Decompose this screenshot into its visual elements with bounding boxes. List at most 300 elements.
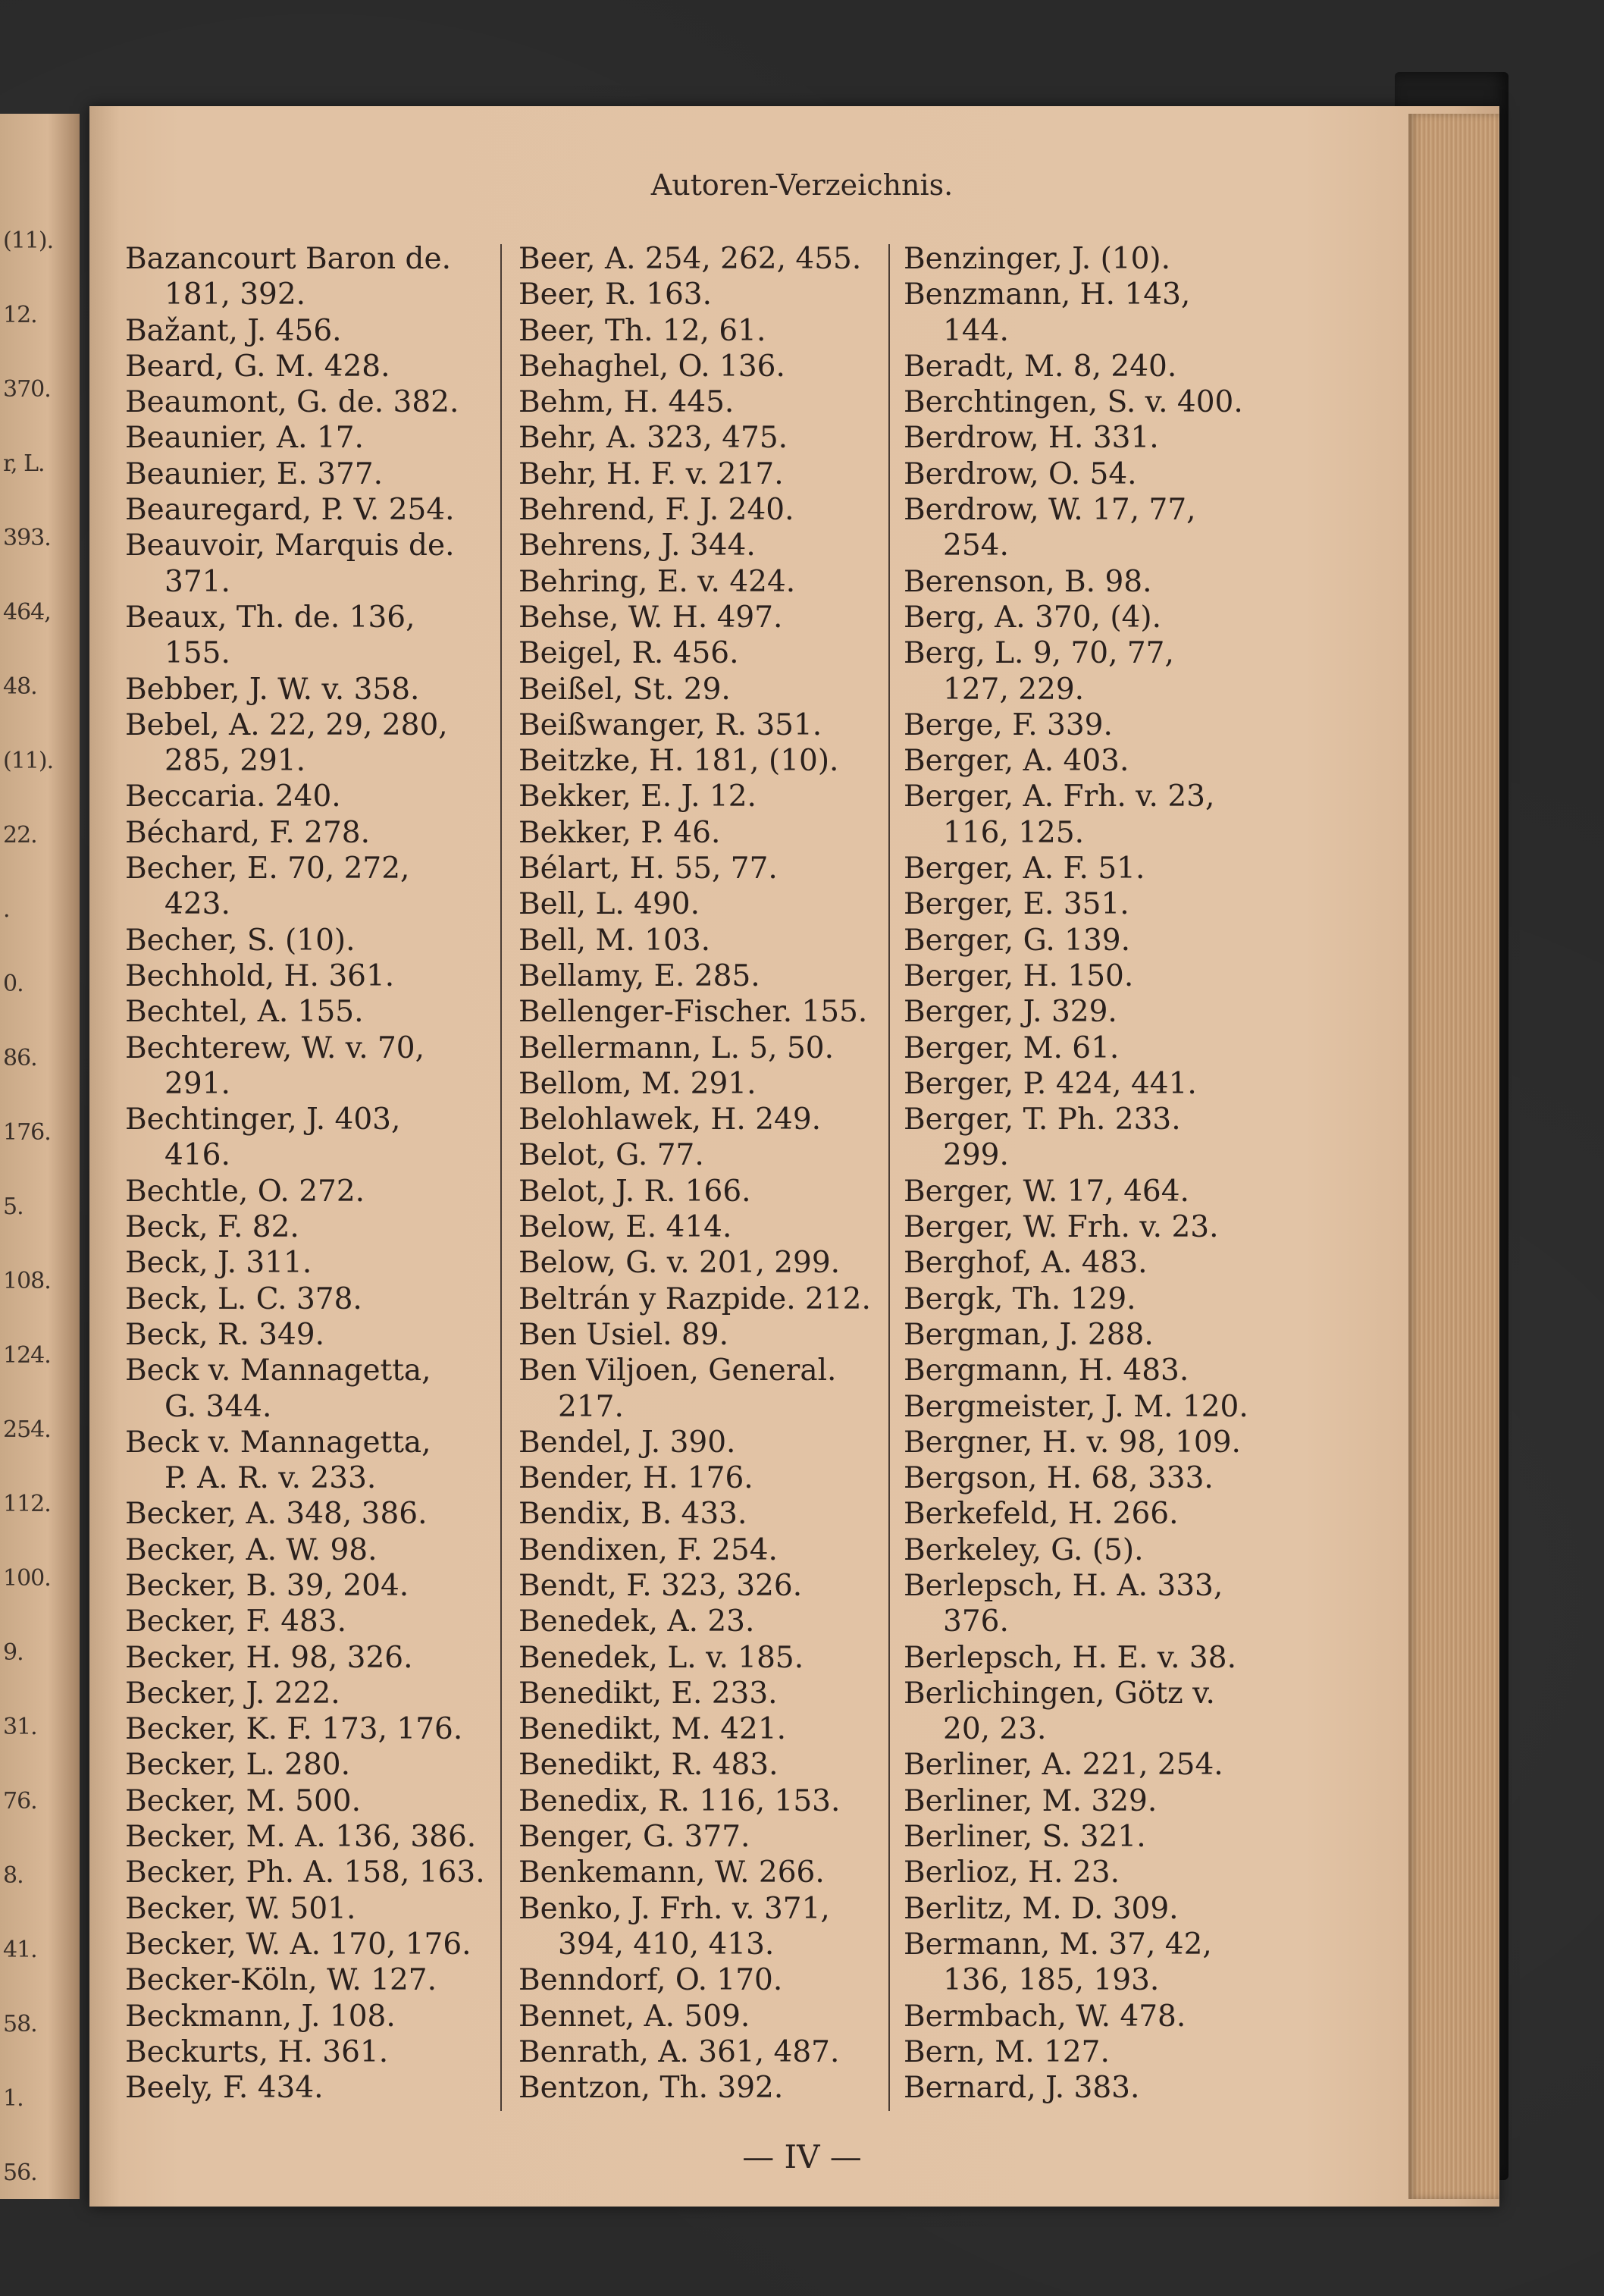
index-entry-text: Benger, G. 377. xyxy=(518,1820,750,1855)
index-entry-text: Berger, E. 351. xyxy=(904,887,1129,922)
index-entry-text: Beigel, R. 456. xyxy=(518,636,739,671)
index-entry-text: Berg, L. 9, 70, 77, xyxy=(904,636,1174,671)
previous-page-fragment: 108. xyxy=(3,1268,51,1294)
index-entry xyxy=(125,851,489,923)
previous-page-fragment: . xyxy=(3,896,10,923)
index-entry xyxy=(125,600,489,672)
index-entry xyxy=(125,1281,489,1317)
index-entry-text: Behrend, F. J. 240. xyxy=(518,493,794,528)
index-entry xyxy=(125,456,489,492)
index-entry-text: Berger, W. Frh. v. 23. xyxy=(904,1210,1219,1245)
index-entry-text: Bergmeister, J. M. 120. xyxy=(904,1389,1248,1424)
index-entry-text: Bechtle, O. 272. xyxy=(125,1174,365,1209)
index-entry-text: Beradt, M. 8, 240. xyxy=(904,349,1177,384)
index-entry-text: Belot, J. R. 166. xyxy=(518,1174,751,1209)
index-entry xyxy=(125,958,489,994)
index-column-1 xyxy=(125,241,489,2106)
index-entry xyxy=(518,2070,882,2106)
previous-page-fragment: 100. xyxy=(3,1565,51,1592)
index-entry xyxy=(904,1209,1267,1245)
index-entry-text: Bekker, P. 46. xyxy=(518,815,721,850)
previous-page-fragment: 22. xyxy=(3,822,37,848)
index-entry-text: Bendt, F. 323, 326. xyxy=(518,1568,803,1603)
index-entry xyxy=(904,1891,1267,1927)
index-entry xyxy=(518,456,882,492)
index-entry-text: Beckurts, H. 361. xyxy=(125,2034,389,2069)
index-entry-text: Berliner, A. 221, 254. xyxy=(904,1748,1223,1783)
index-entry xyxy=(904,1783,1267,1819)
previous-page-fragment: 8. xyxy=(3,1862,23,1889)
previous-page-fragment: r, L. xyxy=(3,450,45,477)
index-entry-text: Becker, K. F. 173, 176. xyxy=(125,1712,463,1747)
index-entry-continuation: G. 344. xyxy=(164,1389,272,1424)
index-entry xyxy=(518,241,882,277)
previous-page-fragment: 112. xyxy=(3,1491,51,1517)
index-entry xyxy=(518,1245,882,1281)
index-entry xyxy=(518,492,882,528)
index-entry-text: Benedek, L. v. 185. xyxy=(518,1640,804,1675)
index-entry xyxy=(125,1783,489,1819)
index-entry-continuation: 285, 291. xyxy=(164,744,306,779)
index-entry xyxy=(518,707,882,743)
index-entry xyxy=(518,1425,882,1460)
index-entry-text: Berger, A. 403. xyxy=(904,744,1129,779)
page-stack-edge xyxy=(1408,114,1499,2199)
previous-page-fragment: (11). xyxy=(3,227,54,254)
index-entry-text: Berger, H. 150. xyxy=(904,958,1134,993)
index-entry-text: Becker, W. 501. xyxy=(125,1891,356,1926)
index-entry xyxy=(518,528,882,563)
index-entry xyxy=(904,1855,1267,1890)
index-entry-text: Berger, J. 329. xyxy=(904,995,1117,1030)
index-entry-text: Bechtel, A. 155. xyxy=(125,995,364,1030)
index-entry-text: Bermann, M. 37, 42, xyxy=(904,1927,1212,1962)
index-entry-text: Beck, R. 349. xyxy=(125,1317,325,1352)
index-entry-text: Berdrow, H. 331. xyxy=(904,421,1159,456)
index-entry-text: Beißel, St. 29. xyxy=(518,672,731,707)
index-entry-text: Becker, F. 483. xyxy=(125,1604,347,1639)
index-entry-text: Bermbach, W. 478. xyxy=(904,1999,1186,2034)
index-entry xyxy=(518,1496,882,1532)
index-entry xyxy=(125,1640,489,1676)
index-entry-text: Bern, M. 127. xyxy=(904,2034,1110,2069)
index-entry xyxy=(125,1676,489,1711)
index-entry-text: Behring, E. v. 424. xyxy=(518,564,796,599)
previous-page-fragment: 5. xyxy=(3,1193,23,1220)
index-entry-text: Berliner, S. 321. xyxy=(904,1820,1146,1855)
index-entry-text: Berliner, M. 329. xyxy=(904,1783,1158,1818)
previous-page-fragment: 58. xyxy=(3,2011,37,2037)
index-entry-text: Berlepsch, H. A. 333, xyxy=(904,1568,1223,1603)
index-entry-text: Becker, J. 222. xyxy=(125,1676,340,1711)
index-entry-text: Becher, S. (10). xyxy=(125,923,356,958)
index-entry xyxy=(125,815,489,851)
index-entry-text: Becker, B. 39, 204. xyxy=(125,1568,409,1603)
index-entry-text: Beckmann, J. 108. xyxy=(125,1999,396,2034)
index-entry-text: Benedikt, E. 233. xyxy=(518,1676,778,1711)
index-entry xyxy=(518,1604,882,1639)
index-entry xyxy=(904,1568,1267,1640)
index-entry-continuation: 116, 125. xyxy=(943,815,1085,850)
index-entry-text: Berlitz, M. D. 309. xyxy=(904,1891,1179,1926)
index-entry xyxy=(904,456,1267,492)
index-entry xyxy=(904,1927,1267,1999)
index-entry-text: Belohlawek, H. 249. xyxy=(518,1103,822,1137)
index-entry xyxy=(904,1999,1267,2034)
index-entry-text: Beccaria. 240. xyxy=(125,779,341,814)
index-entry xyxy=(904,635,1267,707)
index-entry xyxy=(518,1460,882,1496)
index-entry-text: Bergner, H. v. 98, 109. xyxy=(904,1425,1241,1460)
index-entry-text: Benrath, A. 361, 487. xyxy=(518,2034,840,2069)
index-entry xyxy=(518,743,882,779)
index-entry xyxy=(518,1281,882,1317)
index-entry xyxy=(125,1317,489,1353)
index-entry xyxy=(904,1317,1267,1353)
index-entry-text: Beck, L. C. 378. xyxy=(125,1281,362,1316)
index-entry-continuation: 299. xyxy=(943,1138,1009,1173)
index-entry-text: Berge, F. 339. xyxy=(904,707,1113,742)
index-entry-text: Becker, A. 348, 386. xyxy=(125,1497,428,1532)
index-entry-continuation: 136, 185, 193. xyxy=(943,1963,1160,1998)
index-entry-text: Bender, H. 176. xyxy=(518,1461,753,1496)
index-entry xyxy=(518,1819,882,1855)
index-entry-text: Bergson, H. 68, 333. xyxy=(904,1461,1214,1496)
index-entry xyxy=(904,1532,1267,1568)
index-entry xyxy=(904,2070,1267,2106)
index-entry-text: Below, G. v. 201, 299. xyxy=(518,1246,841,1281)
index-entry xyxy=(904,1496,1267,1532)
index-entry-text: Benedix, R. 116, 153. xyxy=(518,1783,841,1818)
index-entry-text: Becker, L. 280. xyxy=(125,1748,350,1783)
index-entry-text: Benzmann, H. 143, xyxy=(904,278,1191,312)
index-entry-text: Beaunier, E. 377. xyxy=(125,456,384,491)
index-entry-text: Berkefeld, H. 266. xyxy=(904,1497,1179,1532)
previous-page-fragment: 0. xyxy=(3,971,23,997)
index-entry-text: Beitzke, H. 181, (10). xyxy=(518,744,839,779)
index-entry-text: Behm, H. 445. xyxy=(518,385,735,420)
index-entry-text: Benko, J. Frh. v. 371, xyxy=(518,1891,830,1926)
index-entry xyxy=(518,564,882,600)
index-entry-text: Beißwanger, R. 351. xyxy=(518,707,822,742)
previous-page-fragment: 124. xyxy=(3,1342,51,1369)
previous-page-fragment: 393. xyxy=(3,525,51,551)
previous-page-fragment: (11). xyxy=(3,748,54,774)
index-entry-text: Beaunier, A. 17. xyxy=(125,421,364,456)
index-entry-text: Beltrán y Razpide. 212. xyxy=(518,1281,871,1316)
index-entry-text: Beck, J. 311. xyxy=(125,1246,312,1281)
index-entry-text: Behrens, J. 344. xyxy=(518,529,756,563)
index-entry-text: Beck v. Mannagetta, xyxy=(125,1425,431,1460)
index-entry-text: Bell, L. 490. xyxy=(518,887,700,922)
index-entry-continuation: 376. xyxy=(943,1604,1009,1639)
index-entry-text: Beer, A. 254, 262, 455. xyxy=(518,242,862,276)
index-entry xyxy=(518,1747,882,1783)
index-entry-text: Becker, W. A. 170, 176. xyxy=(125,1927,471,1962)
index-entry xyxy=(904,1819,1267,1855)
index-entry-text: Benedikt, M. 421. xyxy=(518,1712,787,1747)
index-entry-text: Beauvoir, Marquis de. xyxy=(125,529,455,563)
index-entry xyxy=(904,707,1267,743)
index-entry xyxy=(125,1425,489,1497)
index-entry-text: Becker-Köln, W. 127. xyxy=(125,1963,437,1998)
previous-page-fragment: 48. xyxy=(3,673,37,700)
previous-page-fragment: 41. xyxy=(3,1937,37,1963)
index-entry xyxy=(904,1281,1267,1317)
index-entry xyxy=(518,1317,882,1353)
page-header: Autoren-Verzeichnis. xyxy=(650,168,954,202)
index-entry-text: Bendixen, F. 254. xyxy=(518,1532,778,1567)
index-entry xyxy=(904,241,1267,277)
index-entry-text: Bažant, J. 456. xyxy=(125,313,342,348)
index-column-3 xyxy=(904,241,1267,2106)
index-entry-text: Beck v. Mannagetta, xyxy=(125,1353,431,1388)
index-entry xyxy=(518,1783,882,1819)
index-entry-text: Bechterew, W. v. 70, xyxy=(125,1030,425,1065)
index-entry xyxy=(125,384,489,420)
index-entry xyxy=(125,779,489,814)
index-entry-text: Bellom, M. 291. xyxy=(518,1066,757,1101)
index-entry-text: Behaghel, O. 136. xyxy=(518,349,785,384)
index-entry xyxy=(125,707,489,779)
index-entry xyxy=(125,1496,489,1532)
index-entry-continuation: 291. xyxy=(164,1066,230,1101)
column-rule-2 xyxy=(888,244,890,2111)
index-entry xyxy=(518,1711,882,1747)
previous-page-fragment: 56. xyxy=(3,2160,37,2186)
index-entry xyxy=(904,1747,1267,1783)
index-entry xyxy=(904,1066,1267,1102)
index-entry xyxy=(904,600,1267,635)
index-entry xyxy=(125,420,489,456)
index-entry-continuation: 20, 23. xyxy=(943,1712,1047,1747)
index-entry-text: Bergman, J. 288. xyxy=(904,1317,1154,1352)
index-entry-text: Bernard, J. 383. xyxy=(904,2071,1140,2106)
index-entry xyxy=(125,1747,489,1783)
index-entry xyxy=(904,349,1267,384)
index-entry xyxy=(904,886,1267,922)
index-entry-text: Bélart, H. 55, 77. xyxy=(518,852,778,886)
index-entry xyxy=(518,1568,882,1604)
index-entry xyxy=(518,1676,882,1711)
index-entry-continuation: 127, 229. xyxy=(943,672,1085,707)
index-entry-text: Bebel, A. 22, 29, 280, xyxy=(125,707,448,742)
index-entry-text: Beer, Th. 12, 61. xyxy=(518,313,766,348)
index-entry-continuation: 371. xyxy=(164,564,230,599)
index-entry-text: Berger, T. Ph. 233. xyxy=(904,1103,1181,1137)
index-entry-text: Behse, W. H. 497. xyxy=(518,600,783,635)
index-entry xyxy=(125,1568,489,1604)
index-entry xyxy=(518,2034,882,2070)
index-entry xyxy=(125,1962,489,1998)
index-entry xyxy=(125,1891,489,1927)
index-entry xyxy=(518,349,882,384)
index-entry-continuation: 254. xyxy=(943,529,1009,563)
index-entry-text: Beard, G. M. 428. xyxy=(125,349,390,384)
index-entry-text: Beauregard, P. V. 254. xyxy=(125,493,455,528)
index-entry xyxy=(125,2070,489,2106)
index-entry xyxy=(125,1102,489,1174)
index-entry xyxy=(125,1999,489,2034)
index-entry-text: Béchard, F. 278. xyxy=(125,815,370,850)
index-entry-text: Beely, F. 434. xyxy=(125,2071,324,2106)
index-entry-text: Berg, A. 370, (4). xyxy=(904,600,1161,635)
index-entry xyxy=(904,851,1267,886)
index-entry xyxy=(904,1425,1267,1460)
index-entry xyxy=(904,420,1267,456)
index-entry xyxy=(904,1640,1267,1676)
index-entry xyxy=(904,994,1267,1030)
index-entry-continuation: 416. xyxy=(164,1138,230,1173)
page-number: — IV — xyxy=(742,2138,862,2175)
previous-page-fragment: 464, xyxy=(3,599,51,626)
previous-page-fragment: 1. xyxy=(3,2085,23,2112)
index-entry xyxy=(518,1102,882,1137)
previous-page-fragment: 254. xyxy=(3,1416,51,1443)
index-entry-continuation: 394, 410, 413. xyxy=(558,1927,775,1962)
index-entry xyxy=(904,2034,1267,2070)
index-entry xyxy=(125,241,489,313)
index-entry-text: Behr, A. 323, 475. xyxy=(518,421,788,456)
index-entry-continuation: 181, 392. xyxy=(164,278,306,312)
index-entry xyxy=(518,1999,882,2034)
index-entry xyxy=(518,600,882,635)
index-entry xyxy=(518,1855,882,1890)
index-entry-text: Becker, M. A. 136, 386. xyxy=(125,1820,477,1855)
index-entry xyxy=(125,1604,489,1639)
column-rule-1 xyxy=(500,244,502,2111)
index-entry-text: Bendel, J. 390. xyxy=(518,1425,736,1460)
index-entry xyxy=(904,1030,1267,1066)
index-entry xyxy=(904,1389,1267,1425)
previous-page-strip xyxy=(0,114,80,2199)
index-entry-text: Berenson, B. 98. xyxy=(904,564,1152,599)
index-entry xyxy=(518,313,882,349)
index-entry-continuation: 423. xyxy=(164,887,230,922)
index-entry xyxy=(518,851,882,886)
index-entry-text: Becker, A. W. 98. xyxy=(125,1532,378,1567)
index-entry-text: Beck, F. 82. xyxy=(125,1210,299,1245)
index-entry-text: Berchtingen, S. v. 400. xyxy=(904,385,1243,420)
index-entry xyxy=(518,672,882,707)
index-entry xyxy=(125,1174,489,1209)
previous-page-fragment: 76. xyxy=(3,1788,37,1815)
index-entry xyxy=(125,349,489,384)
index-entry-text: Bebber, J. W. v. 358. xyxy=(125,672,420,707)
index-entry-text: Bennet, A. 509. xyxy=(518,1999,750,2034)
index-entry xyxy=(518,420,882,456)
index-entry-text: Benzinger, J. (10). xyxy=(904,242,1171,276)
index-entry xyxy=(125,923,489,958)
index-entry xyxy=(904,1676,1267,1748)
index-entry-text: Beer, R. 163. xyxy=(518,278,712,312)
index-entry-text: Berger, M. 61. xyxy=(904,1030,1120,1065)
index-entry-text: Berlepsch, H. E. v. 38. xyxy=(904,1640,1236,1675)
index-entry xyxy=(904,1102,1267,1174)
index-entry-text: Bekker, E. J. 12. xyxy=(518,779,757,814)
index-entry xyxy=(125,1245,489,1281)
index-entry xyxy=(125,1209,489,1245)
index-entry-continuation: 217. xyxy=(558,1389,624,1424)
index-entry-text: Benedikt, R. 483. xyxy=(518,1748,779,1783)
index-entry-text: Bergk, Th. 129. xyxy=(904,1281,1136,1316)
index-entry-text: Berger, A. Frh. v. 23, xyxy=(904,779,1215,814)
index-entry xyxy=(125,313,489,349)
index-entry-text: Becker, Ph. A. 158, 163. xyxy=(125,1855,485,1890)
index-entry-text: Bentzon, Th. 392. xyxy=(518,2071,784,2106)
index-entry xyxy=(518,886,882,922)
previous-page-fragment: 86. xyxy=(3,1045,37,1071)
index-entry xyxy=(904,277,1267,349)
index-entry xyxy=(518,1891,882,1963)
index-entry-text: Berger, W. 17, 464. xyxy=(904,1174,1189,1209)
index-entry-text: Berger, A. F. 51. xyxy=(904,852,1145,886)
index-entry xyxy=(904,492,1267,564)
index-entry-text: Bellermann, L. 5, 50. xyxy=(518,1030,834,1065)
index-entry xyxy=(518,815,882,851)
index-entry-text: Berghof, A. 483. xyxy=(904,1246,1148,1281)
index-entry-text: Behr, H. F. v. 217. xyxy=(518,456,784,491)
index-entry-text: Berkeley, G. (5). xyxy=(904,1532,1144,1567)
index-entry xyxy=(518,1209,882,1245)
index-entry xyxy=(125,528,489,600)
index-entry xyxy=(518,635,882,671)
index-entry xyxy=(125,1353,489,1425)
index-entry-text: Ben Usiel. 89. xyxy=(518,1317,728,1352)
index-entry-text: Berlioz, H. 23. xyxy=(904,1855,1120,1890)
index-entry xyxy=(904,1460,1267,1496)
index-entry-text: Becher, E. 70, 272, xyxy=(125,852,410,886)
index-entry xyxy=(904,779,1267,851)
index-entry xyxy=(904,958,1267,994)
index-entry xyxy=(518,994,882,1030)
index-entry xyxy=(125,1711,489,1747)
previous-page-fragment: 12. xyxy=(3,302,37,328)
index-entry xyxy=(125,1030,489,1103)
index-entry xyxy=(518,1030,882,1066)
previous-page-fragment: 31. xyxy=(3,1714,37,1740)
index-entry-text: Berger, P. 424, 441. xyxy=(904,1066,1197,1101)
previous-page-fragment: 9. xyxy=(3,1639,23,1666)
index-entry-text: Bellamy, E. 285. xyxy=(518,958,760,993)
index-entry xyxy=(125,1819,489,1855)
index-entry xyxy=(518,1353,882,1425)
index-entry xyxy=(904,1174,1267,1209)
index-entry-text: Bellenger-Fischer. 155. xyxy=(518,995,868,1030)
index-entry-text: Bechhold, H. 361. xyxy=(125,958,395,993)
index-entry xyxy=(904,1353,1267,1388)
index-entry xyxy=(518,779,882,814)
index-entry xyxy=(125,2034,489,2070)
index-entry-text: Benndorf, O. 170. xyxy=(518,1963,783,1998)
index-entry xyxy=(518,1532,882,1568)
index-entry xyxy=(125,1855,489,1890)
index-entry xyxy=(518,1174,882,1209)
index-entry-text: Berlichingen, Götz v. xyxy=(904,1676,1215,1711)
index-entry xyxy=(125,492,489,528)
index-entry-continuation: P. A. R. v. 233. xyxy=(164,1461,377,1496)
index-entry-text: Belot, G. 77. xyxy=(518,1138,704,1173)
index-entry xyxy=(518,277,882,312)
index-entry-text: Benedek, A. 23. xyxy=(518,1604,755,1639)
index-entry xyxy=(125,994,489,1030)
index-entry-text: Below, E. 414. xyxy=(518,1210,732,1245)
index-entry xyxy=(904,923,1267,958)
index-entry xyxy=(125,672,489,707)
index-entry-text: Ben Viljoen, General. xyxy=(518,1353,837,1388)
index-entry xyxy=(904,564,1267,600)
index-entry xyxy=(125,1927,489,1962)
